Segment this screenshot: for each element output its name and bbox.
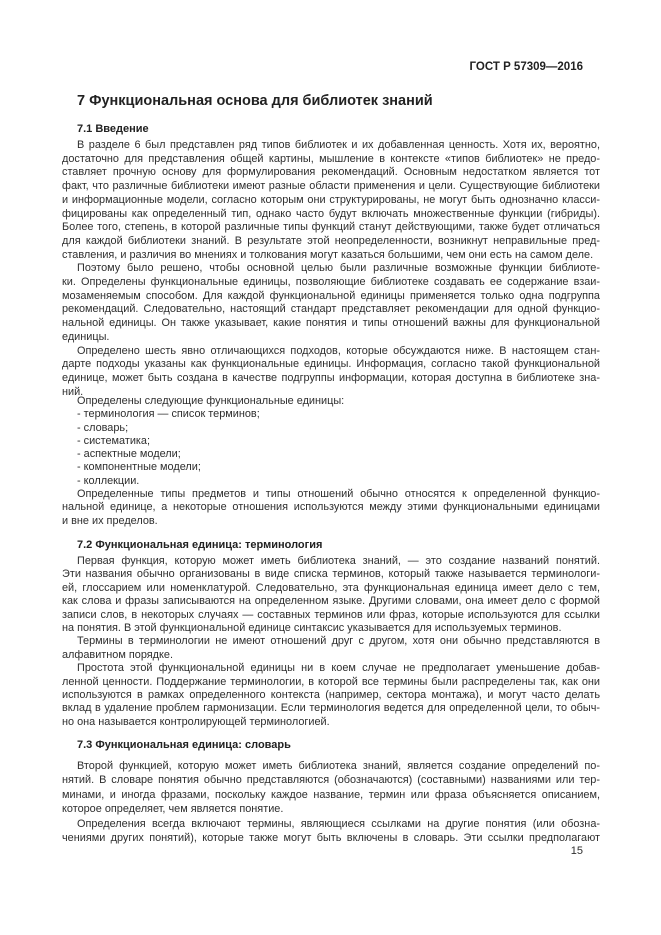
text-line: как слова и фразы записываются на определенном языке. Другими словами, она имеет дело с формой: [62, 595, 600, 608]
text-line: Определения всегда включают термины, являющиеся ссылками на другие понятия (или обозна-: [77, 817, 600, 830]
text-line: факт, что различные библиотеки имеют разные области применения и цели. Существующие библиотеки: [62, 180, 600, 193]
text-line: единице, может быть создана в качестве подгруппы информации, которая доступна в библиотеке зна-: [62, 371, 600, 384]
text-line: на понятия. В этой функциональной единице синтаксис указывается для используемых терминов.: [62, 622, 562, 635]
text-line: и информационные модели, согласно которым они структурированы, не могут быть однозначно класси-: [62, 193, 600, 206]
paragraph: [62, 759, 600, 817]
list-item: - терминология — список терминов;: [77, 408, 260, 421]
text-line: которое определяет, чем является понятие.: [62, 803, 284, 816]
section-7-3-body: [62, 759, 600, 845]
text-line: нальной единицы. Он также указывает, какие понятия и типы отношений важны для функциональной: [62, 317, 600, 330]
document-id-header: ГОСТ Р 57309—2016: [469, 61, 583, 73]
paragraph: [62, 662, 600, 729]
section-7-2-title: 7.2 Функциональная единица: терминология: [77, 539, 323, 551]
paragraph: [62, 817, 600, 846]
text-line: ленной ценности. Поддержание терминологии, в которой все термины были распределены так, как они: [62, 675, 600, 688]
text-line: Эти названия обычно организованы в виде списка терминов, который также называется терминологи-: [62, 568, 600, 581]
text-line: единицы.: [62, 330, 110, 343]
text-line: нятий. В словаре понятия обычно представляются (обозначаются) (составными) названиями или тер-: [62, 774, 600, 787]
closing-paragraph: [62, 488, 600, 528]
text-line: Поэтому было решено, чтобы основной целью были различные возможные функции библиоте-: [77, 262, 600, 275]
text-line: Определенные типы предметов и типы отношений обычно относятся к определенной функцио-: [77, 488, 600, 501]
text-line: нальной единице, а некоторые отношения используются между этими функциональными единицами: [62, 501, 600, 514]
text-line: используются в рамках определенного контекста (например, сектора монтажа), и могут часто делать: [62, 689, 600, 702]
text-line: ей, глоссарием или номенклатурой. Следовательно, эта функциональная единица имеет дело с тем,: [62, 581, 600, 594]
section-7-1-list-block: [62, 395, 600, 528]
text-line: Первая функция, которую может иметь библиотека знаний, — это создание названий понятий.: [77, 555, 600, 567]
text-line: алфавитном порядке.: [62, 648, 173, 661]
text-line: для каждой библиотеки знаний. В результате этой неопределенности, возникнут неправильные пред-: [62, 234, 600, 247]
section-7-1-body: [62, 139, 600, 399]
paragraph: [62, 262, 600, 344]
text-line: достаточно для представления общей картины, мышление в контексте «типов библиотек» не предо-: [62, 152, 600, 165]
section-7-2-body: [62, 555, 600, 729]
paragraph: [62, 139, 600, 262]
list-item: - систематика;: [77, 434, 151, 447]
section-7-title: 7 Функциональная основа для библиотек знаний: [77, 93, 433, 109]
text-line: рекомендаций. Следовательно, настоящий стандарт представляет рекомендации для одной функцио-: [62, 303, 600, 316]
paragraph: [62, 555, 600, 635]
list-item: - аспектные модели;: [77, 448, 181, 461]
section-7-1-title: 7.1 Введение: [77, 123, 149, 135]
text-line: вклад в удаление проблем гармонизации. Если терминология ведется для определенной цели, то обыч-: [62, 702, 600, 715]
text-line: записи слов, в некоторых случаях — составных терминов или фраз, которые используются для ссылки: [62, 608, 600, 621]
text-line: В разделе 6 был представлен ряд типов библиотек и их добавленная ценность. Хотя их, вероятно,: [77, 139, 600, 151]
section-7-3-title: 7.3 Функциональная единица: словарь: [77, 739, 291, 751]
text-line: фицированы как определенный тип, однако часто будут включать множественные функции (гибриды).: [62, 207, 600, 220]
paragraph: [62, 635, 600, 662]
paragraph: [62, 345, 600, 400]
text-line: ставляет прочную основу для формулирования рекомендаций. Основным недостатком является тот: [62, 166, 600, 179]
text-line: Второй функцией, которую может иметь библиотека знаний, является создание определений по-: [77, 760, 600, 772]
text-line: но она называется контролирующей терминологией.: [62, 715, 330, 728]
text-line: мозаменяемым способом. Для каждой функциональной единицы применяется только одна подгруппа: [62, 289, 600, 302]
page-number: 15: [570, 845, 583, 857]
text-line: ставления, и различия во мнениях и толкования могут казаться большими, чем они есть на самом деле.: [62, 248, 594, 261]
text-line: Термины в терминологии не имеют отношений друг с другом, хотя они обычно представляются в: [77, 635, 600, 648]
text-line: дарте подходы указаны как функциональные единицы. Информация, согласно такой функциональной: [62, 358, 600, 371]
text-line: минами, и иногда фразами, поскольку каждое название, термин или фраза объясняется описанием,: [62, 788, 600, 801]
list-item: - словарь;: [77, 421, 129, 434]
list-item: - компонентные модели;: [77, 461, 201, 474]
functional-units-list: [62, 408, 600, 488]
text-line: Определено шесть явно отличающихся подходов, которые обсуждаются ниже. В настоящем стан-: [77, 344, 600, 357]
text-line: ний.: [62, 385, 84, 398]
text-line: Простота этой функциональной единицы ни в коем случае не предполагает уменьшение добав-: [77, 662, 600, 675]
text-line: и вне их пределов.: [62, 514, 158, 527]
list-item: - коллекции.: [77, 474, 140, 487]
text-line: чениями других понятий), которые также могут быть включены в словарь. Эти ссылки предполагают: [62, 832, 600, 845]
text-line: Более того, степень, в которой различные типы функций станут действующими, также будет отличаться: [62, 221, 600, 234]
text-line: ки. Определены функциональные единицы, позволяющие библиотеке создавать ее содержание взаи-: [62, 276, 600, 289]
list-intro: Определены следующие функциональные единицы:: [77, 395, 345, 407]
